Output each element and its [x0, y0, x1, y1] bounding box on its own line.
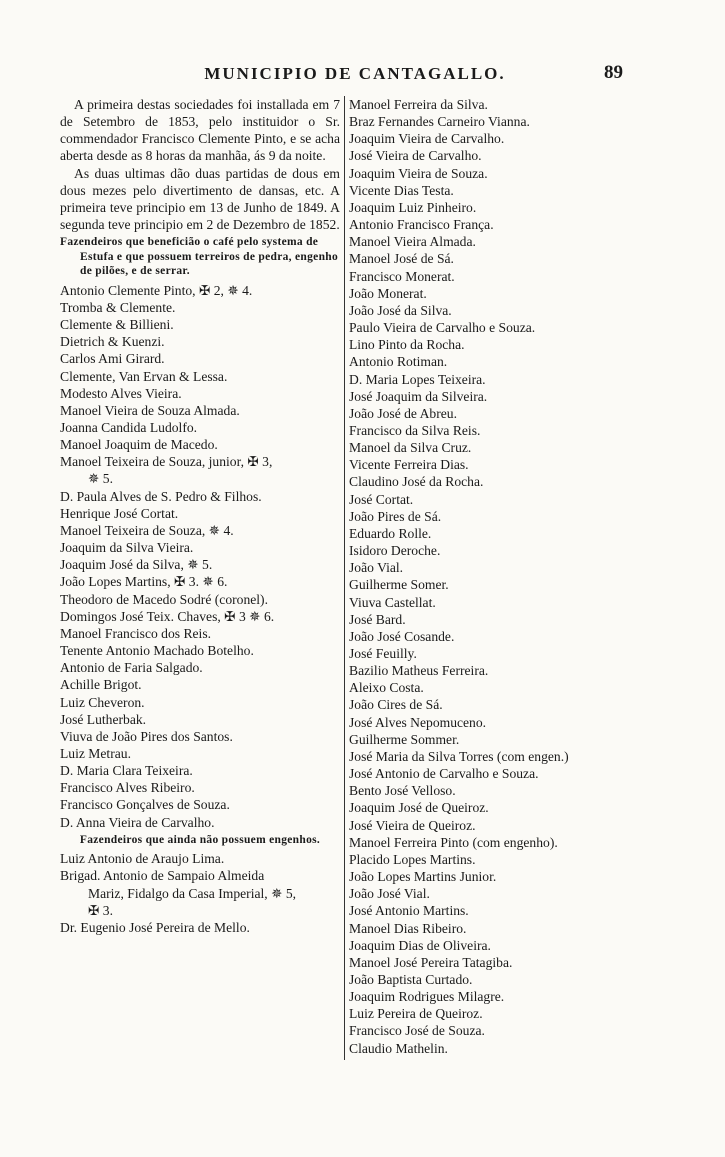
list-item: José Antonio Martins. — [349, 903, 469, 919]
list-item: Guilherme Somer. — [349, 577, 449, 593]
list-item: José Alves Nepomuceno. — [349, 714, 487, 730]
list-item: Manoel Francisco dos Reis. — [60, 625, 212, 641]
fazendeiros-list-2 — [60, 850, 340, 936]
list-item: Joaquim José da Silva, ✵ 5. — [60, 557, 213, 573]
list-item: Vicente Ferreira Dias. — [349, 457, 469, 473]
list-item: Manoel da Silva Cruz. — [349, 440, 472, 456]
list-item: Luiz Cheveron. — [60, 694, 145, 710]
list-item: João Monerat. — [349, 285, 427, 301]
paragraph-society-2: As duas ultimas dão duas partidas de dous em dous mezes pelo divertimento de dansas, etc. A primeira teve principio em 13 de Junho de 1849. A segunda teve principio em 2 de Dezembro de 1852. — [60, 165, 340, 233]
list-item: Manoel José Pereira Tatagiba. — [349, 954, 513, 970]
list-item: Manoel Joaquim de Macedo. — [60, 437, 218, 453]
list-item: D. Maria Lopes Teixeira. — [349, 371, 486, 387]
list-item: José Maria da Silva Torres (com engen.) — [349, 748, 569, 764]
list-item: João José Cosande. — [349, 628, 455, 644]
list-item: Aleixo Costa. — [349, 680, 424, 696]
list-item: Manoel Ferreira Pinto (com engenho). — [349, 834, 558, 850]
fazendeiros-list-right — [349, 96, 669, 1057]
list-item: Manoel Vieira Almada. — [349, 234, 476, 250]
list-item: José Joaquim da Silveira. — [349, 388, 488, 404]
list-item: Clemente, Van Ervan & Lessa. — [60, 368, 228, 384]
list-item: Luiz Metrau. — [60, 745, 131, 761]
list-item: D. Anna Vieira de Carvalho. — [60, 814, 215, 830]
list-item: Brigad. Antonio de Sampaio Almeida — [60, 868, 265, 884]
list-item: Dietrich & Kuenzi. — [60, 334, 165, 350]
list-item: Viuva de João Pires dos Santos. — [60, 728, 233, 744]
left-column — [60, 96, 340, 936]
list-item: Manoel Teixeira de Souza, ✵ 4. — [60, 522, 234, 538]
list-item: Manoel Vieira de Souza Almada. — [60, 402, 240, 418]
right-column — [349, 96, 669, 1057]
list-item: João Lopes Martins, ✠ 3. ✵ 6. — [60, 574, 228, 590]
list-item: Francisco José de Souza. — [349, 1023, 485, 1039]
list-item: Joaquim da Silva Vieira. — [60, 540, 194, 556]
list-item: Joaquim Luiz Pinheiro. — [349, 199, 477, 215]
list-item-continuation: Mariz, Fidalgo da Casa Imperial, ✵ 5, — [88, 885, 297, 901]
page-number: 89 — [604, 62, 623, 83]
list-item: D. Maria Clara Teixeira. — [60, 763, 193, 779]
list-item: Braz Fernandes Carneiro Vianna. — [349, 114, 530, 130]
column-divider — [344, 96, 345, 1060]
list-item: João Cires de Sá. — [349, 697, 443, 713]
list-item: João José Vial. — [349, 886, 430, 902]
list-item-continuation: ✠ 3. — [88, 902, 113, 918]
list-item: Placido Lopes Martins. — [349, 851, 476, 867]
page-title: MUNICIPIO DE CANTAGALLO. — [204, 64, 506, 83]
list-item: Manoel Ferreira da Silva. — [349, 97, 488, 112]
section-heading-estufa: Fazendeiros que beneficião o café pelo systema de Estufa e que possuem terreiros de pedra, engenho de pilões, e de serrar. — [60, 236, 339, 278]
fazendeiros-list-1 — [60, 282, 340, 831]
list-item: Antonio Rotiman. — [349, 354, 448, 370]
list-item: Claudio Mathelin. — [349, 1040, 448, 1056]
list-item: Bazilio Matheus Ferreira. — [349, 663, 489, 679]
list-item: José Lutherbak. — [60, 711, 147, 727]
list-item: Luiz Pereira de Queiroz. — [349, 1006, 483, 1022]
list-item: João Lopes Martins Junior. — [349, 869, 497, 885]
section-heading-sem-engenhos: Fazendeiros que ainda não possuem engenhos. — [79, 833, 321, 846]
list-item: Theodoro de Macedo Sodré (coronel). — [60, 591, 268, 607]
list-item: Clemente & Billieni. — [60, 317, 174, 333]
list-item: Francisco Alves Ribeiro. — [60, 780, 195, 796]
list-item: Paulo Vieira de Carvalho e Souza. — [349, 320, 536, 336]
list-item: Carlos Ami Girard. — [60, 351, 165, 367]
list-item: Modesto Alves Vieira. — [60, 385, 182, 401]
list-item: Domingos José Teix. Chaves, ✠ 3 ✵ 6. — [60, 608, 275, 624]
list-item: Antonio de Faria Salgado. — [60, 660, 203, 676]
list-item: João José da Silva. — [349, 302, 452, 318]
list-item: Bento José Velloso. — [349, 783, 456, 799]
list-item: Tenente Antonio Machado Botelho. — [60, 643, 254, 659]
list-item: Tromba & Clemente. — [60, 299, 176, 315]
list-item: José Cortat. — [349, 491, 414, 507]
list-item: Francisco da Silva Reis. — [349, 422, 481, 438]
list-item: Joaquim Vieira de Souza. — [349, 165, 488, 181]
list-item: Viuva Castellat. — [349, 594, 436, 610]
list-item: Antonio Clemente Pinto, ✠ 2, ✵ 4. — [60, 282, 253, 298]
list-item: José Antonio de Carvalho e Souza. — [349, 766, 539, 782]
list-item: José Feuilly. — [349, 646, 417, 661]
list-item: Manoel Dias Ribeiro. — [349, 920, 467, 936]
list-item: Isidoro Deroche. — [349, 543, 441, 559]
list-item: Joanna Candida Ludolfo. — [60, 420, 198, 435]
list-item: D. Paula Alves de S. Pedro & Filhos. — [60, 488, 262, 504]
list-item: Francisco Monerat. — [349, 268, 455, 284]
list-item: Lino Pinto da Rocha. — [349, 337, 465, 353]
list-item: João Pires de Sá. — [349, 508, 442, 524]
list-item: Guilherme Sommer. — [349, 731, 460, 747]
list-item: Joaquim Rodrigues Milagre. — [349, 989, 505, 1005]
paragraph-society-1: A primeira destas sociedades foi installada em 7 de Setembro de 1853, pelo instituidor o Sr. commendador Francisco Clemente Pinto, e se acha aberta desde as 8 horas da manhãa, ás 9 da noite. — [60, 97, 340, 164]
list-item: Henrique José Cortat. — [60, 505, 179, 521]
list-item: Manoel José de Sá. — [349, 251, 454, 267]
list-item: José Vieira de Queiroz. — [349, 817, 476, 833]
list-item: Dr. Eugenio José Pereira de Mello. — [60, 919, 250, 935]
list-item: José Bard. — [349, 611, 406, 627]
list-item: Achille Brigot. — [60, 677, 142, 693]
list-item: José Vieira de Carvalho. — [349, 148, 482, 164]
list-item: Eduardo Rolle. — [349, 525, 432, 541]
list-item: Manoel Teixeira de Souza, junior, ✠ 3, — [60, 454, 273, 470]
list-item: João Vial. — [349, 560, 404, 576]
list-item: Joaquim Dias de Oliveira. — [349, 937, 491, 953]
list-item: Joaquim Vieira de Carvalho. — [349, 131, 505, 147]
list-item: Vicente Dias Testa. — [349, 182, 454, 198]
list-item: Luiz Antonio de Araujo Lima. — [60, 851, 225, 867]
list-item-continuation: ✵ 5. — [88, 471, 113, 487]
list-item: Claudino José da Rocha. — [349, 474, 484, 490]
list-item: Antonio Francisco França. — [349, 217, 494, 233]
list-item: Francisco Gonçalves de Souza. — [60, 797, 230, 813]
list-item: João Baptista Curtado. — [349, 971, 473, 987]
list-item: Joaquim José de Queiroz. — [349, 800, 489, 816]
list-item: João José de Abreu. — [349, 405, 457, 421]
